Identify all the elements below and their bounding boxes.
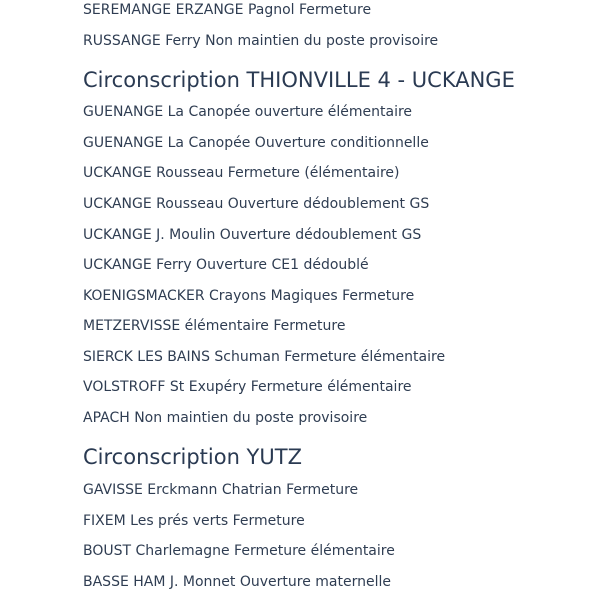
list-item: GAVISSE Erckmann Chatrian Fermeture <box>83 482 359 498</box>
list-item: SIERCK LES BAINS Schuman Fermeture élémentaire <box>83 349 446 365</box>
list-item: VOLSTROFF St Exupéry Fermeture élémentaire <box>83 379 412 395</box>
list-item: UCKANGE Rousseau Fermeture (élémentaire) <box>83 165 400 181</box>
list-item: METZERVISSE élémentaire Fermeture <box>83 318 346 334</box>
list-item: UCKANGE Rousseau Ouverture dédoublement GS <box>83 196 430 212</box>
section-heading: Circonscription YUTZ <box>83 445 302 469</box>
list-item: BASSE HAM J. Monnet Ouverture maternelle <box>83 574 391 590</box>
list-item: APACH Non maintien du poste provisoire <box>83 410 368 426</box>
list-item: SEREMANGE ERZANGE Pagnol Fermeture <box>83 2 372 18</box>
list-item: GUENANGE La Canopée ouverture élémentaire <box>83 104 413 120</box>
list-item: KOENIGSMACKER Crayons Magiques Fermeture <box>83 288 415 304</box>
list-item: RUSSANGE Ferry Non maintien du poste provisoire <box>83 33 439 49</box>
section-heading: Circonscription THIONVILLE 4 - UCKANGE <box>83 68 515 92</box>
list-item: GUENANGE La Canopée Ouverture conditionnelle <box>83 135 429 151</box>
list-item: FIXEM Les prés verts Fermeture <box>83 513 305 529</box>
list-item: BOUST Charlemagne Fermeture élémentaire <box>83 543 395 559</box>
list-item: UCKANGE Ferry Ouverture CE1 dédoublé <box>83 257 369 273</box>
list-item: UCKANGE J. Moulin Ouverture dédoublement GS <box>83 227 422 243</box>
